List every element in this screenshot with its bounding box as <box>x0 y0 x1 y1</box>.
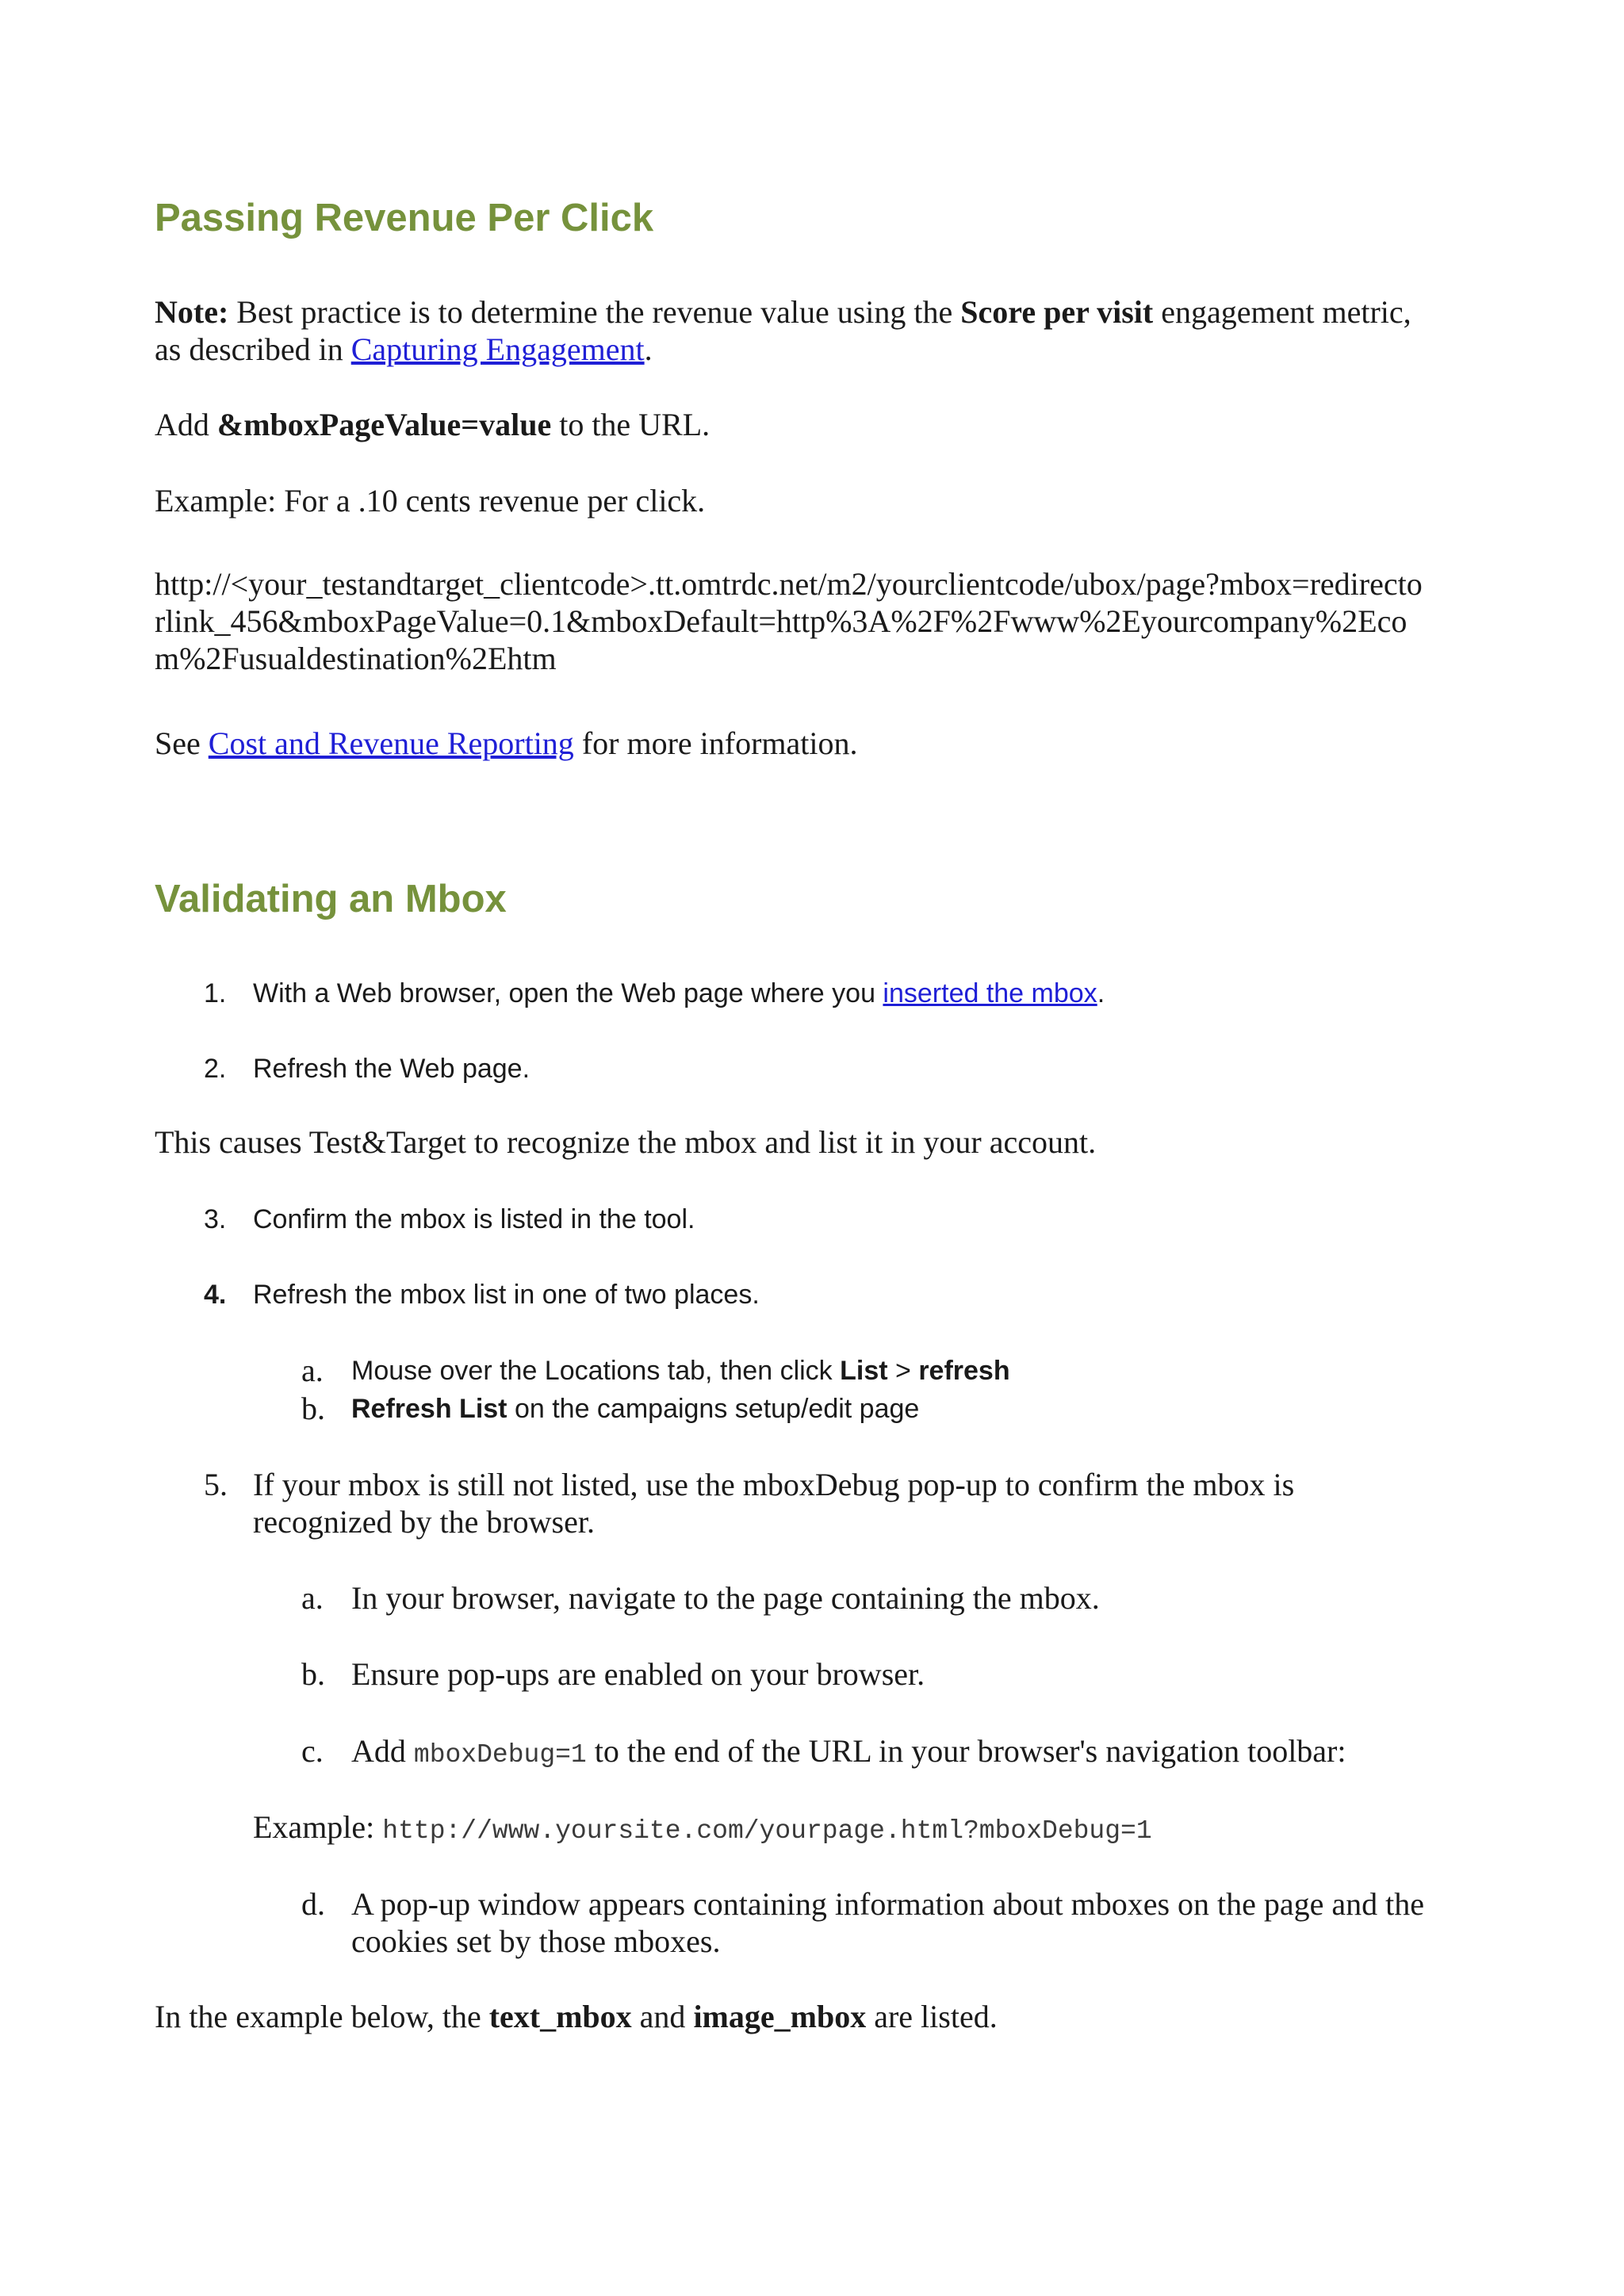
add-paragraph <box>155 406 710 444</box>
step-5-line1: If your mbox is still not listed, use the mboxDebug pop-up to confirm the mbox is <box>253 1467 1295 1502</box>
step-4: Refresh the mbox list in one of two places. <box>253 1280 760 1310</box>
note-paragraph-line1 <box>155 293 1411 331</box>
see-suffix: for more information. <box>573 725 858 761</box>
url-line-3: m%2Fusualdestination%2Ehtm <box>155 641 557 676</box>
step-5b-letter: b. <box>301 1656 325 1692</box>
step-4a <box>351 1352 1010 1390</box>
final-suffix: are listed. <box>866 1999 998 2034</box>
step-4b <box>351 1390 919 1428</box>
note-line2-suffix: . <box>644 331 653 367</box>
section-heading-validating: Validating an Mbox <box>155 878 507 920</box>
step-5a: In your browser, navigate to the page containing the mbox. <box>351 1580 1100 1616</box>
step-5c-letter: c. <box>301 1733 324 1769</box>
add-bold: &mboxPageValue=value <box>216 407 552 442</box>
step-1-text: With a Web browser, open the Web page where you <box>253 978 883 1008</box>
step-1 <box>253 974 1105 1012</box>
note-line2-prefix: as described in <box>155 331 351 367</box>
final-prefix: In the example below, the <box>155 1999 489 2034</box>
step-4a-letter: a. <box>301 1353 324 1388</box>
add-suffix: to the URL. <box>551 407 710 442</box>
cost-revenue-reporting-link[interactable]: Cost and Revenue Reporting <box>208 725 574 761</box>
causes-paragraph: This causes Test&Target to recognize the mbox and list it in your account. <box>155 1124 1097 1160</box>
example-url-line <box>253 1808 1152 1850</box>
example-url-code: http://www.yoursite.com/yourpage.html?mboxDebug=1 <box>382 1816 1152 1846</box>
inserted-mbox-link[interactable]: inserted the mbox <box>883 978 1097 1008</box>
see-paragraph <box>155 725 858 763</box>
section-heading-revenue: Passing Revenue Per Click <box>155 197 654 239</box>
note-label: Note: <box>155 294 229 330</box>
step-5c-prefix: Add <box>351 1733 414 1769</box>
example-label: Example: <box>253 1809 383 1845</box>
mboxdebug-code: mboxDebug=1 <box>413 1740 587 1770</box>
note-paragraph-line2 <box>155 331 653 369</box>
refresh-list-label: Refresh List <box>351 1394 508 1424</box>
step-5d-line2: cookies set by those mboxes. <box>351 1923 721 1959</box>
step-3: Confirm the mbox is listed in the tool. <box>253 1204 695 1234</box>
step-5-line2: recognized by the browser. <box>253 1504 595 1540</box>
url-line-1: http://<your_testandtarget_clientcode>.tt.omtrdc.net/m2/yourclientcode/ubox/page?mbox=redirecto <box>155 566 1423 602</box>
step-5d-line1: A pop-up window appears containing information about mboxes on the page and the <box>351 1886 1425 1922</box>
capturing-engagement-link[interactable]: Capturing Engagement <box>350 331 645 367</box>
image-mbox-label: image_mbox <box>693 1999 867 2034</box>
final-paragraph <box>155 1998 998 2036</box>
note-text-2: engagement metric, <box>1153 294 1411 330</box>
step-4-number: 4. <box>204 1280 227 1310</box>
url-line-2: rlink_456&mboxPageValue=0.1&mboxDefault=http%3A%2F%2Fwww%2Eyourcompany%2Eco <box>155 603 1408 639</box>
step-4a-mid: > <box>887 1356 919 1386</box>
refresh-label: refresh <box>918 1356 1010 1386</box>
step-3-number: 3. <box>204 1204 227 1234</box>
step-5c-suffix: to the end of the URL in your browser's navigation toolbar: <box>586 1733 1346 1769</box>
step-2-number: 2. <box>204 1054 227 1084</box>
step-4a-text: Mouse over the Locations tab, then click <box>351 1356 841 1386</box>
see-prefix: See <box>155 725 209 761</box>
step-4b-letter: b. <box>301 1391 325 1426</box>
step-5b: Ensure pop-ups are enabled on your browser. <box>351 1656 925 1692</box>
step-5c <box>351 1732 1346 1774</box>
text-mbox-label: text_mbox <box>488 1999 632 2034</box>
step-5-number: 5. <box>204 1467 228 1502</box>
step-2: Refresh the Web page. <box>253 1054 530 1084</box>
example-paragraph: Example: For a .10 cents revenue per click. <box>155 483 706 519</box>
list-label: List <box>840 1356 888 1386</box>
add-prefix: Add <box>155 407 217 442</box>
step-1-number: 1. <box>204 978 227 1008</box>
note-text: Best practice is to determine the revenue value using the <box>228 294 961 330</box>
step-5a-letter: a. <box>301 1580 324 1616</box>
step-1-suffix: . <box>1097 978 1105 1008</box>
step-4b-text: on the campaigns setup/edit page <box>507 1394 920 1424</box>
note-bold: Score per visit <box>960 294 1154 330</box>
final-mid: and <box>631 1999 694 2034</box>
step-5d-letter: d. <box>301 1886 325 1922</box>
